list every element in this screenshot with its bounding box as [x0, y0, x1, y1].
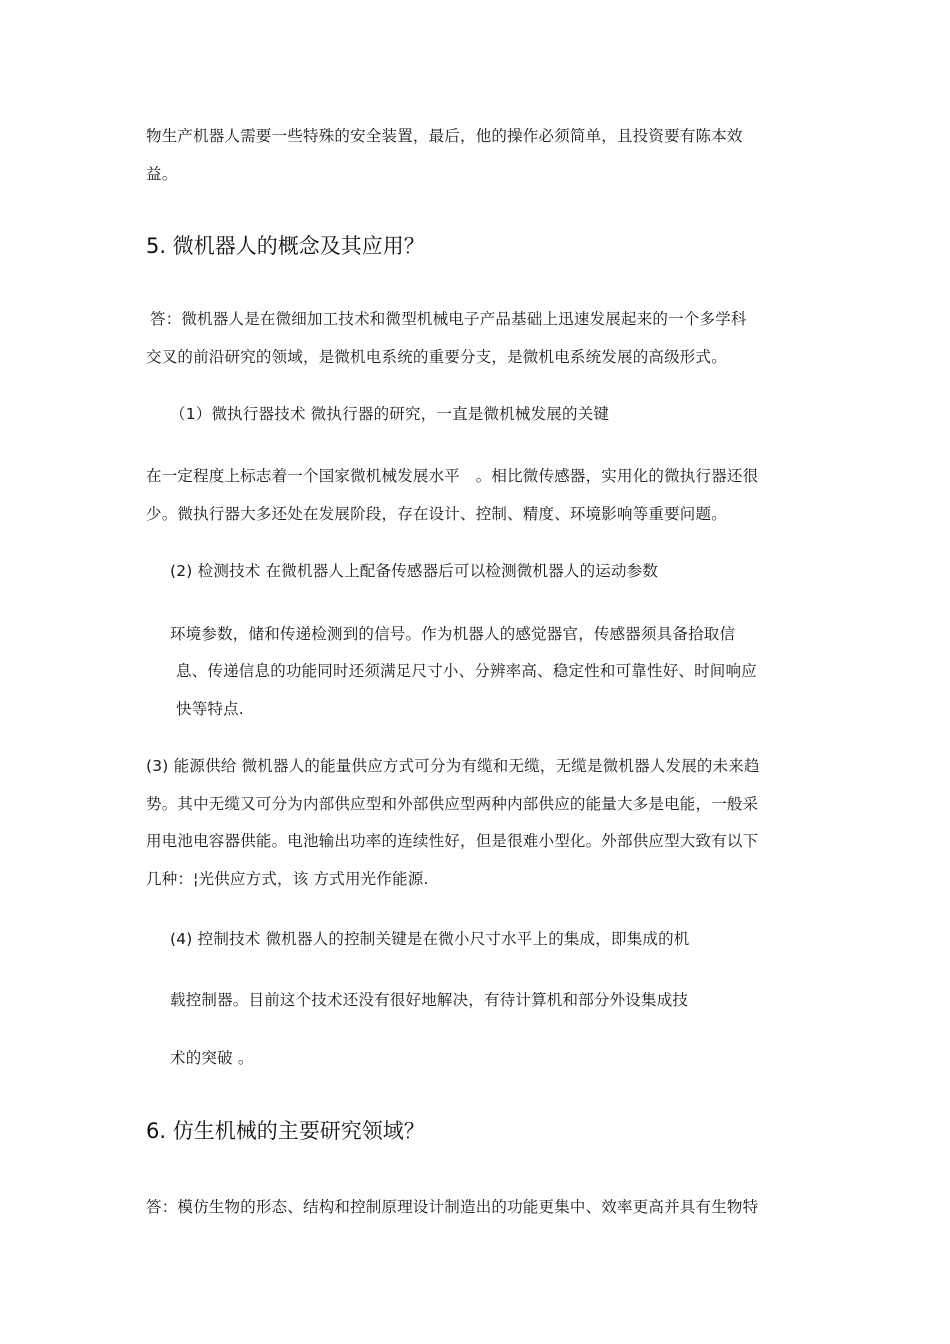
item-3-line-4: 几种：¦光供应方式，该 方式用光作能源. — [146, 870, 429, 888]
item-2-line-2: 环境参数，储和传递检测到的信号。作为机器人的感觉器官，传感器须具备拾取信 — [170, 625, 736, 643]
section-6-answer-line-1: 答：模仿生物的形态、结构和控制原理设计制造出的功能更集中、效率更高并具有生物特 — [146, 1198, 759, 1216]
item-2-line-4: 快等特点. — [176, 700, 244, 718]
item-1-line-1: （1）微执行器技术 微执行器的研究，一直是微机械发展的关键 — [170, 405, 610, 423]
item-4-line-3: 术的突破 。 — [170, 1049, 254, 1067]
intro-line-1: 物生产机器人需要一些特殊的安全装置，最后，他的操作必须简单，且投资要有陈本效 — [146, 127, 743, 145]
item-4-line-2: 载控制器。目前这个技术还没有很好地解决，有待计算机和部分外设集成技 — [170, 991, 689, 1009]
item-3-line-2: 势。其中无缆又可分为内部供应型和外部供应型两种内部供应的能量大多是电能，一般采 — [146, 795, 759, 813]
item-3-line-3: 用电池电容器供能。电池输出功率的连续性好，但是很难小型化。外部供应型大致有以下 — [146, 832, 759, 850]
section-5-answer-line-2: 交叉的前沿研究的领域，是微机电系统的重要分支，是微机电系统发展的高级形式。 — [146, 348, 727, 366]
section-5-answer-line-1: 答：微机器人是在微细加工技术和微型机械电子产品基础上迅速发展起来的一个多学科 — [150, 310, 747, 328]
item-2-line-3: 息、传递信息的功能同时还须满足尺寸小、分辨率高、稳定性和可靠性好、时间响应 — [176, 662, 757, 680]
item-4-line-1: (4) 控制技术 微机器人的控制关键是在微小尺寸水平上的集成，即集成的机 — [170, 930, 690, 948]
item-1-line-3: 少。微执行器大多还处在发展阶段，存在设计、控制、精度、环境影响等重要问题。 — [146, 505, 727, 523]
section-6-heading: 6. 仿生机械的主要研究领域？ — [146, 1119, 425, 1143]
item-2-line-1: (2) 检测技术 在微机器人上配备传感器后可以检测微机器人的运动参数 — [170, 562, 659, 580]
intro-line-2: 益。 — [146, 165, 178, 183]
item-1-line-2: 在一定程度上标志着一个国家微机械发展水平 。相比微传感器，实用化的微执行器还很 — [146, 467, 759, 485]
item-3-line-1: (3) 能源供给 微机器人的能量供应方式可分为有缆和无缆，无缆是微机器人发展的未来趋 — [146, 757, 760, 775]
section-5-heading: 5. 微机器人的概念及其应用？ — [146, 234, 425, 258]
